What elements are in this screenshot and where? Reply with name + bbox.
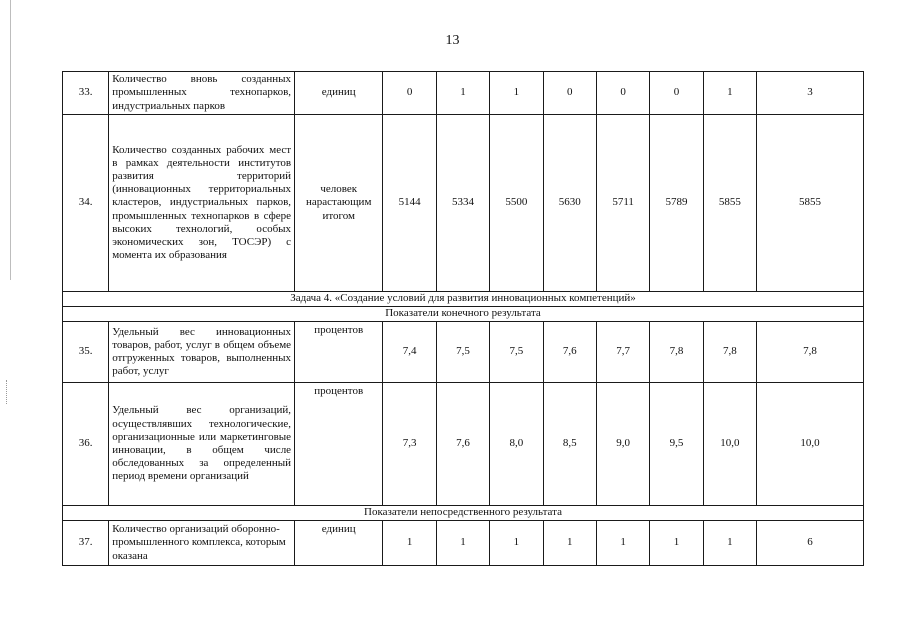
unit-cell: процентов xyxy=(295,383,383,506)
value-cell: 8,5 xyxy=(543,383,596,506)
unit-cell: единиц xyxy=(295,521,383,566)
value-cell: 5855 xyxy=(703,115,756,292)
value-cell: 1 xyxy=(596,521,649,566)
row-number: 34. xyxy=(63,115,109,292)
section-header-row xyxy=(63,506,864,521)
value-cell: 5711 xyxy=(596,115,649,292)
value-cell: 3 xyxy=(757,72,864,115)
table-row-33 xyxy=(63,72,864,115)
value-cell: 1 xyxy=(650,521,703,566)
table-row-36 xyxy=(63,383,864,506)
value-cell: 0 xyxy=(383,72,436,115)
value-cell: 1 xyxy=(490,521,543,566)
value-cell: 5630 xyxy=(543,115,596,292)
value-cell: 5144 xyxy=(383,115,436,292)
value-cell: 7,3 xyxy=(383,383,436,506)
task-header: Задача 4. «Создание условий для развития инновационных компетенций» xyxy=(63,292,864,307)
section-header-row xyxy=(63,307,864,322)
unit-cell: человек нарастающим итогом xyxy=(295,115,383,292)
value-cell: 7,8 xyxy=(757,322,864,383)
page-number: 13 xyxy=(445,33,460,48)
value-cell: 8,0 xyxy=(490,383,543,506)
value-cell: 1 xyxy=(436,72,489,115)
unit-cell: процентов xyxy=(295,322,383,383)
value-cell: 1 xyxy=(543,521,596,566)
value-cell: 7,5 xyxy=(490,322,543,383)
row-number: 35. xyxy=(63,322,109,383)
table-row-37 xyxy=(63,521,864,566)
value-cell: 7,8 xyxy=(650,322,703,383)
value-cell: 9,0 xyxy=(596,383,649,506)
indicator-name: Количество организаций оборонно-промышленного комплекса, которым оказана xyxy=(109,521,295,566)
row-number: 36. xyxy=(63,383,109,506)
value-cell: 0 xyxy=(650,72,703,115)
indicators-table xyxy=(62,71,864,566)
indicator-name: Удельный вес организаций, осуществлявших технологические, организационные или маркетинговые инновации, в общем числе обследованных за определенный период времени организаций xyxy=(109,383,295,506)
value-cell: 0 xyxy=(596,72,649,115)
value-cell: 7,6 xyxy=(436,383,489,506)
table-row-35 xyxy=(63,322,864,383)
value-cell: 1 xyxy=(703,521,756,566)
value-cell: 10,0 xyxy=(757,383,864,506)
scan-edge-marks xyxy=(6,380,8,404)
row-number: 33. xyxy=(63,72,109,115)
value-cell: 10,0 xyxy=(703,383,756,506)
value-cell: 9,5 xyxy=(650,383,703,506)
table-row-34 xyxy=(63,115,864,292)
section-header-direct: Показатели непосредственного результата xyxy=(63,506,864,521)
value-cell: 7,8 xyxy=(703,322,756,383)
indicator-name: Удельный вес инновационных товаров, работ, услуг в общем объеме отгруженных товаров, выполненных работ, услуг xyxy=(109,322,295,383)
value-cell: 1 xyxy=(490,72,543,115)
value-cell: 1 xyxy=(383,521,436,566)
value-cell: 5789 xyxy=(650,115,703,292)
value-cell: 6 xyxy=(757,521,864,566)
value-cell: 7,6 xyxy=(543,322,596,383)
value-cell: 1 xyxy=(703,72,756,115)
unit-cell: единиц xyxy=(295,72,383,115)
value-cell: 5334 xyxy=(436,115,489,292)
value-cell: 0 xyxy=(543,72,596,115)
value-cell: 1 xyxy=(436,521,489,566)
row-number: 37. xyxy=(63,521,109,566)
value-cell: 5500 xyxy=(490,115,543,292)
indicator-name: Количество созданных рабочих мест в рамках деятельности институтов развития территорий (инновационных территориальных кластеров, индустриальных парков, промышленных технопарков в сфере высоких технологий, особых экономических зон, ТОСЭР) с момента их образования xyxy=(109,115,295,292)
value-cell: 7,7 xyxy=(596,322,649,383)
indicator-name: Количество вновь созданных промышленных технопарков, индустриальных парков xyxy=(109,72,295,115)
task-header-row xyxy=(63,292,864,307)
value-cell: 7,4 xyxy=(383,322,436,383)
value-cell: 7,5 xyxy=(436,322,489,383)
section-header-final: Показатели конечного результата xyxy=(63,307,864,322)
value-cell: 5855 xyxy=(757,115,864,292)
